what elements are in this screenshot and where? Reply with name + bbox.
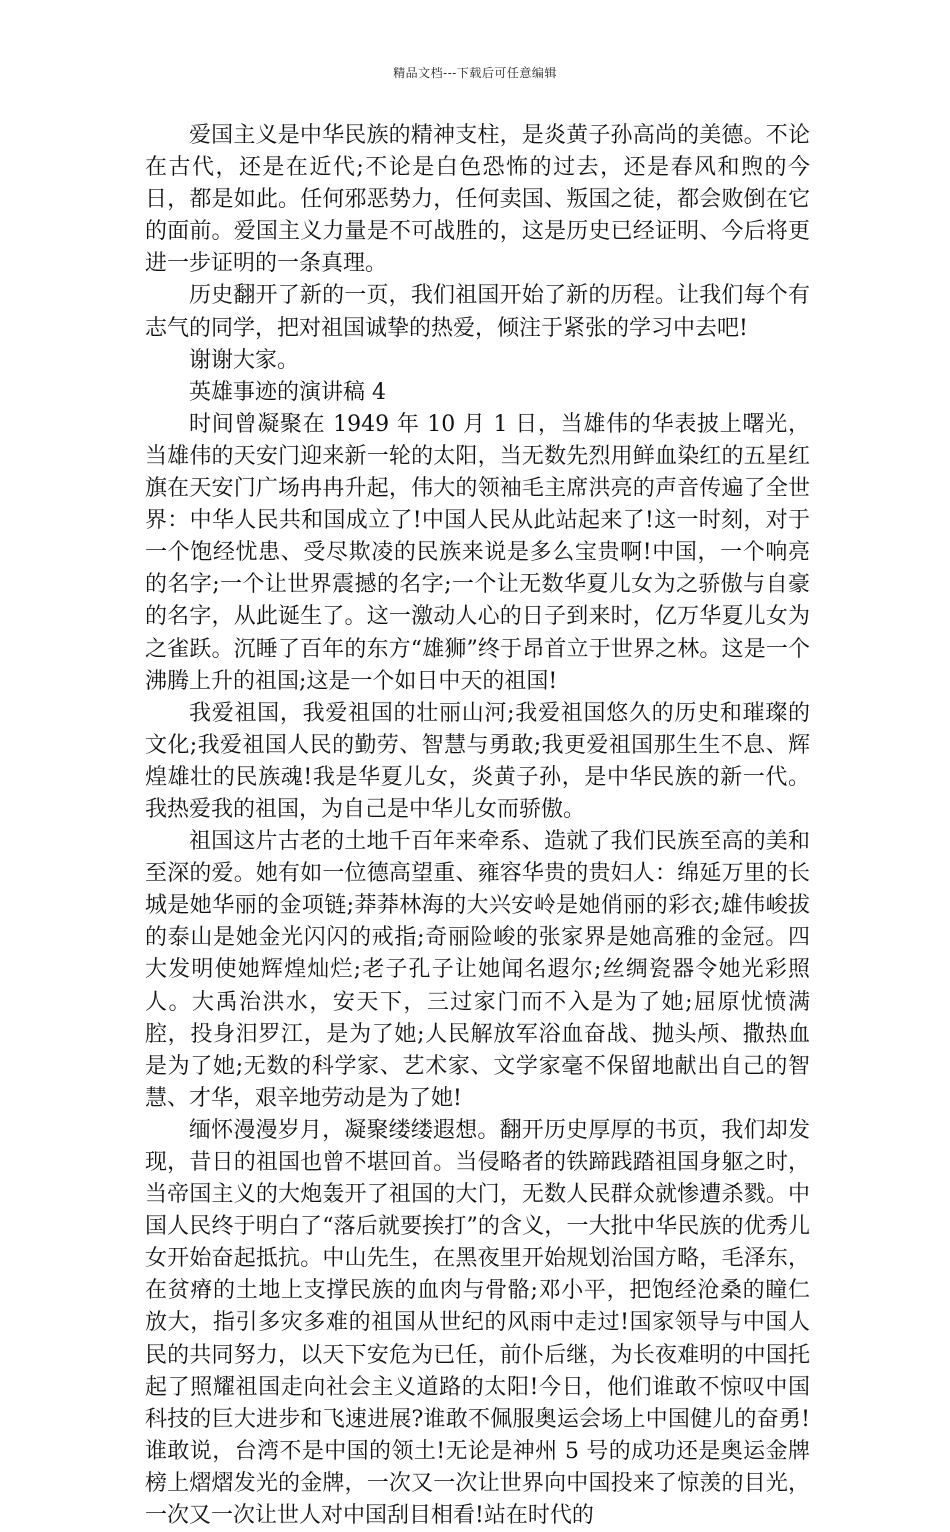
document-body bbox=[145, 120, 810, 1532]
paragraph-ancient-land: 祖国这片古老的土地千百年来牵系、造就了我们民族至高的美和至深的爱。她有如一位德高望重、雍容华贵的贵妇人：绵延万里的长城是她华丽的金项链;莽莽林海的大兴安岭是她俏丽的彩衣;雄伟峻拔的泰山是她金光闪闪的戒指;奇丽险峻的张家界是她高雅的金冠。四大发明使她辉煌灿烂;老子孔子让她闻名遐尔;丝绸瓷器令她光彩照人。大禹治洪水，安天下，三过家门而不入是为了她;屈原忧愤满腔，投身汨罗江，是为了她;人民解放军浴血奋战、抛头颅、撒热血是为了她;无数的科学家、艺术家、文学家毫不保留地献出自己的智慧、才华，艰辛地劳动是为了她! bbox=[145, 829, 810, 1111]
paragraph-patriotism: 爱国主义是中华民族的精神支柱，是炎黄子孙高尚的美德。不论在古代，还是在近代;不论是白色恐怖的过去，还是春风和煦的今日，都是如此。任何邪恶势力，任何卖国、叛国之徒，都会败倒在它的面前。爱国主义力量是不可战胜的，这是历史已经证明、今后将更进一步证明的一条真理。 bbox=[145, 123, 810, 277]
paragraph-1949: 时间曾凝聚在 1949 年 10 月 1 日，当雄伟的华表披上曙光，当雄伟的天安门迎来新一轮的太阳，当无数先烈用鲜血染红的五星红旗在天安门广场冉冉升起，伟大的领袖毛主席洪亮的声音传遍了全世界：中华人民共和国成立了!中国人民从此站起来了!这一时刻，对于一个饱经忧患、受尽欺凌的民族来说是多么宝贵啊!中国，一个响亮的名字;一个让世界震撼的名字;一个让无数华夏儿女为之骄傲与自豪的名字，从此诞生了。这一激动人心的日子到来时，亿万华夏儿女为之雀跃。沉睡了百年的东方“雄狮”终于昂首立于世界之林。这是一个沸腾上升的祖国;这是一个如日中天的祖国! bbox=[145, 411, 810, 694]
paragraph-love-motherland: 我爱祖国，我爱祖国的壮丽山河;我爱祖国悠久的历史和璀璨的文化;我爱祖国人民的勤劳、智慧与勇敢;我更爱祖国那生生不息、辉煌雄壮的民族魂!我是华夏儿女，炎黄子孙，是中华民族的新一代。我热爱我的祖国，为自己是中华儿女而骄傲。 bbox=[145, 700, 810, 822]
paragraph-new-chapter: 历史翻开了新的一页，我们祖国开始了新的历程。让我们每个有志气的同学，把对祖国诚挚的热爱，倾注于紧张的学习中去吧! bbox=[145, 283, 810, 341]
section-title: 英雄事迹的演讲稿 4 bbox=[189, 379, 386, 405]
paragraph-thanks: 谢谢大家。 bbox=[189, 347, 300, 373]
page-header: 精品文档---下载后可任意编辑 bbox=[393, 66, 557, 80]
paragraph-history-recollection: 缅怀漫漫岁月，凝聚缕缕遐想。翻开历史厚厚的书页，我们却发现，昔日的祖国也曾不堪回首。当侵略者的铁蹄践踏祖国身躯之时，当帝国主义的大炮轰开了祖国的大门，无数人民群众就惨遭杀戮。中国人民终于明白了“落后就要挨打”的含义，一大批中华民族的优秀儿女开始奋起抵抗。中山先生，在黑夜里开始规划治国方略，毛泽东，在贫瘠的土地上支撑民族的血肉与骨骼;邓小平，把饱经沧桑的瞳仁放大，指引多灾多难的祖国从世纪的风雨中走过!国家领导与中国人民的共同努力，以天下安危为已任，前仆后继，为长夜难明的中国托起了照耀祖国走向社会主义道路的太阳!今日，他们谁敢不惊叹中国科技的巨大进步和飞速进展?谁敢不佩服奥运会场上中国健儿的奋勇!谁敢说，台湾不是中国的领土!无论是神州 5 号的成功还是奥运金牌榜上熠熠发光的金牌，一次又一次让世界向中国投来了惊羡的目光，一次又一次让世人对中国刮目相看!站在时代的 bbox=[145, 1117, 810, 1529]
